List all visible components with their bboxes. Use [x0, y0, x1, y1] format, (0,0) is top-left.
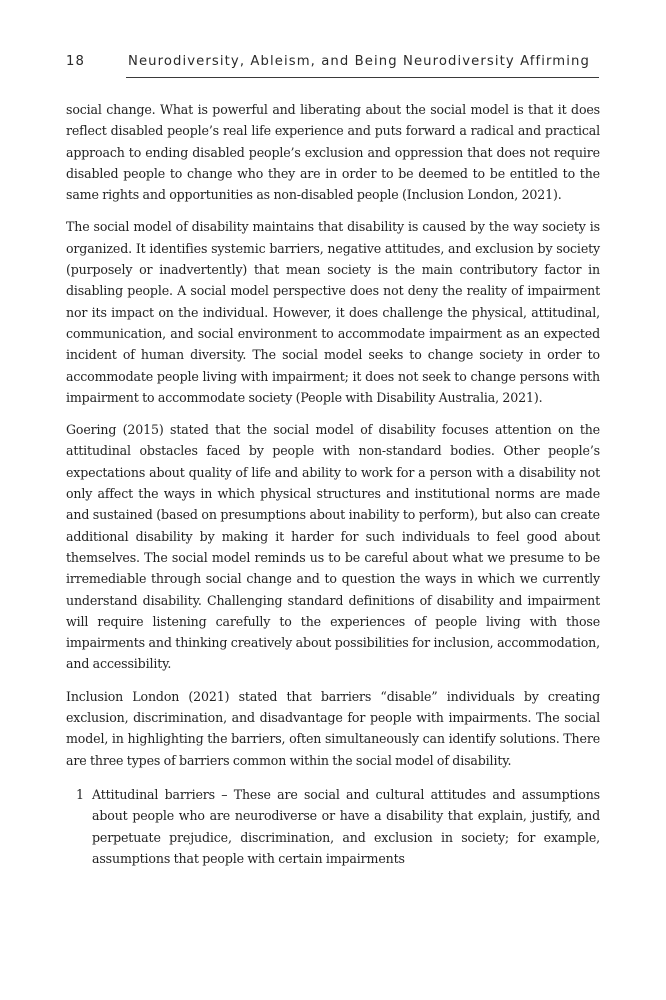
list-item-text: Attitudinal barriers – These are social and cultural attitudes and assumptions about people who are neurodiverse or have a disability that explain, justify, and perpetuate prejudice, discrimination, and exclusion in society; for example, assumptions that people with certain impairments [92, 786, 600, 866]
page-number: 18 [66, 54, 85, 69]
paragraph: social change. What is powerful and liberating about the social model is that it does reflect disabled people’s real life experience and puts forward a radical and practical approach to ending disabled people’s exclusion and oppression that does not require disabled people to change who they are in order to be deemed to be entitled to the same rights and opportunities as non-disabled people (Inclusion London, 2021). [66, 102, 600, 203]
header-rule [126, 77, 599, 78]
paragraph: Goering (2015) stated that the social model of disability focuses attention on the attitudinal obstacles faced by people with non-standard bodies. Other people’s expectations about quality of life and ability to work for a person with a disability not only affect the ways in which physical structures and institutional norms are made and sustained (based on presumptions about inability to perform), but also can create additional disability by making it harder for such individuals to feel good about themselves. The social model reminds us to be careful about what we presume to be irremediable through social change and to question the ways in which we currently understand disability. Challenging standard definitions of disability and impairment will require listening carefully to the experiences of people living with those impairments and thinking creatively about possibilities for inclusion, accommodation, and accessibility. [66, 422, 600, 672]
running-header [66, 54, 600, 76]
paragraph: Inclusion London (2021) stated that barriers “disable” individuals by creating exclusion, discrimination, and disadvantage for people with impairments. The social model, in highlighting the barriers, often simultaneously can identify solutions. There are three types of barriers common within the social model of disability. [66, 688, 600, 768]
list-item [66, 784, 600, 869]
running-title: Neurodiversity, Ableism, and Being Neurodiversity Affirming [128, 54, 590, 69]
body-text [66, 99, 600, 869]
list-item-number: 1 [76, 786, 84, 802]
barrier-list [66, 784, 600, 869]
paragraph: The social model of disability maintains that disability is caused by the way society is organized. It identifies systemic barriers, negative attitudes, and exclusion by society (purposely or inadvertently) that mean society is the main contributory factor in disabling people. A social model perspective does not deny the reality of impairment nor its impact on the individual. However, it does challenge the physical, attitudinal, communication, and social environment to accommodate impairment as an expected incident of human diversity. The social model seeks to change society in order to accommodate people living with impairment; it does not seek to change persons with impairment to accommodate society (People with Disability Australia, 2021). [66, 219, 600, 405]
